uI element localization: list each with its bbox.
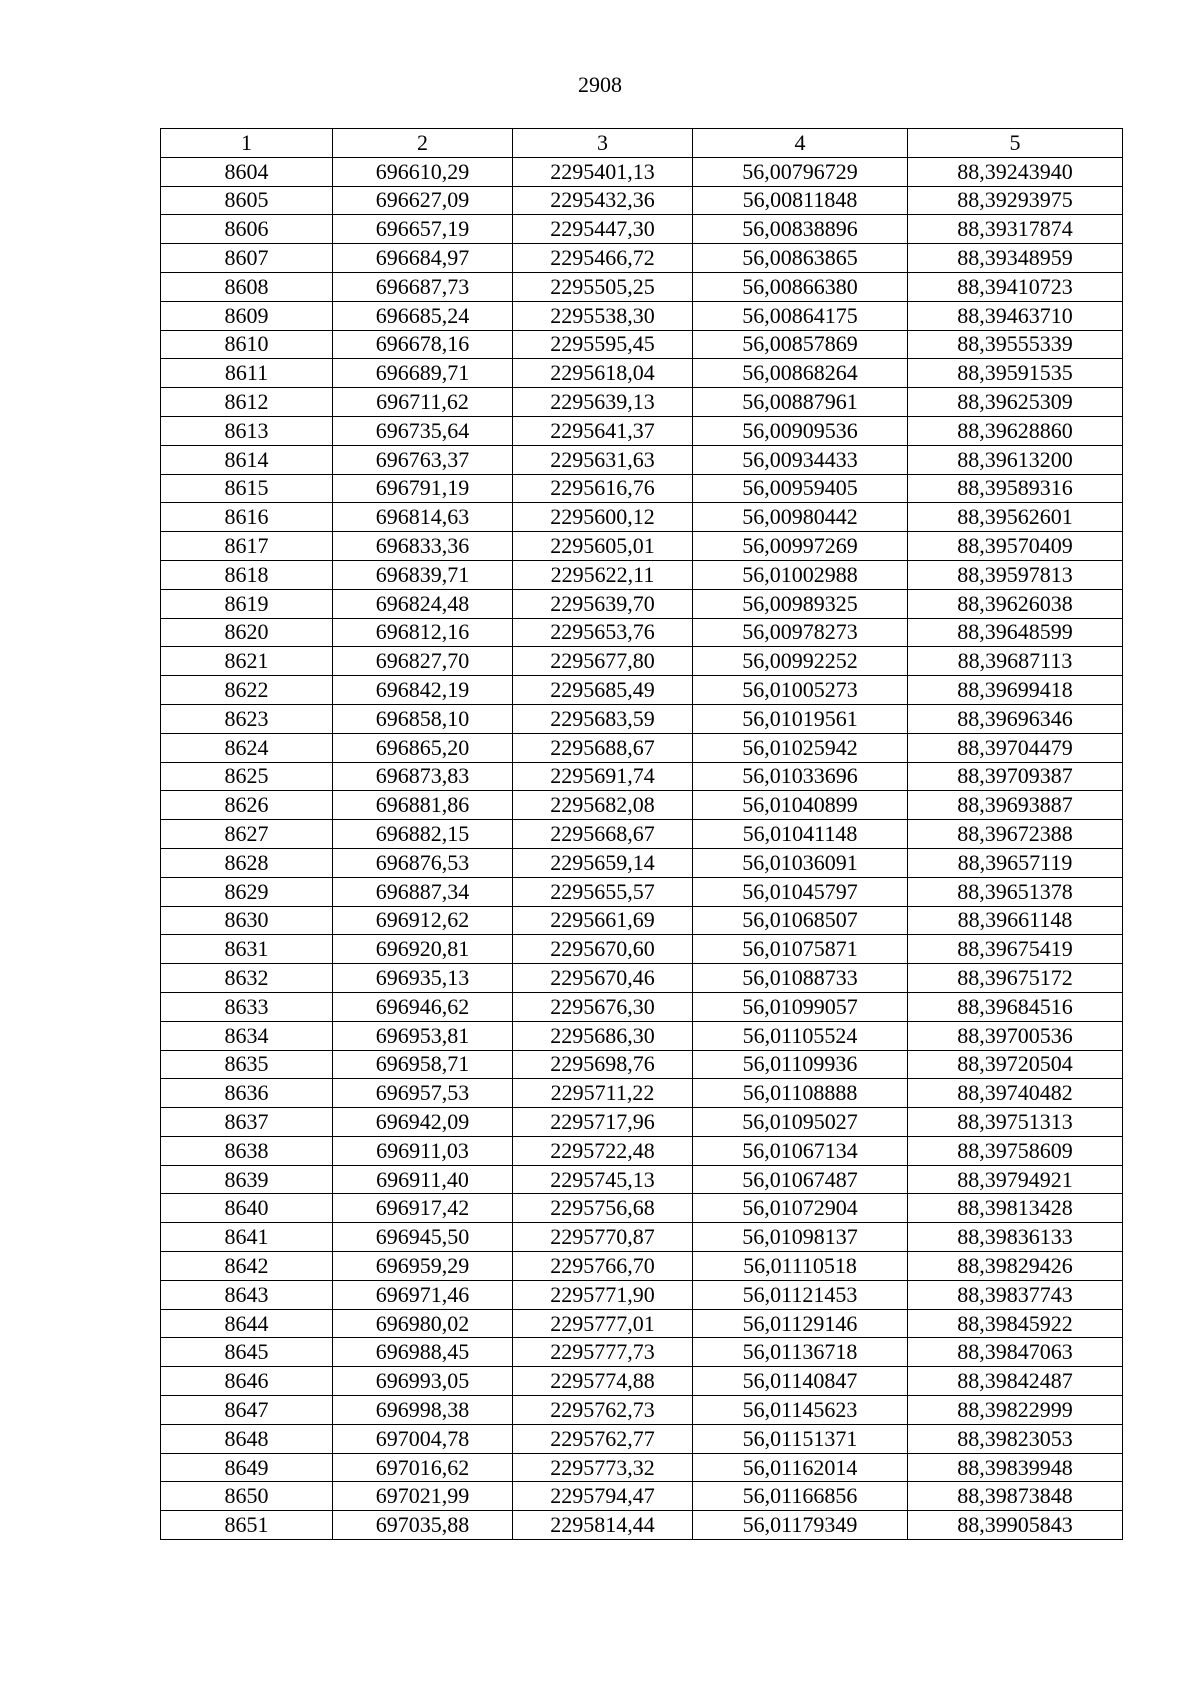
y-coordinate-cell: 2295653,76: [513, 618, 693, 647]
point-number-cell: 8611: [161, 359, 333, 388]
x-coordinate-cell: 696858,10: [333, 704, 513, 733]
latitude-cell: 56,01005273: [693, 676, 908, 705]
point-number-cell: 8644: [161, 1309, 333, 1338]
y-coordinate-cell: 2295655,57: [513, 877, 693, 906]
y-coordinate-cell: 2295677,80: [513, 647, 693, 676]
x-coordinate-cell: 696839,71: [333, 560, 513, 589]
x-coordinate-cell: 696988,45: [333, 1338, 513, 1367]
point-number-cell: 8632: [161, 964, 333, 993]
point-number-cell: 8608: [161, 272, 333, 301]
y-coordinate-cell: 2295661,69: [513, 906, 693, 935]
latitude-cell: 56,00811848: [693, 186, 908, 215]
table-row: [161, 647, 1123, 676]
column-header-5: 5: [908, 129, 1123, 158]
latitude-cell: 56,00866380: [693, 272, 908, 301]
x-coordinate-cell: 696865,20: [333, 733, 513, 762]
longitude-cell: 88,39651378: [908, 877, 1123, 906]
point-number-cell: 8629: [161, 877, 333, 906]
point-number-cell: 8628: [161, 848, 333, 877]
table-row: [161, 445, 1123, 474]
x-coordinate-cell: 696911,40: [333, 1165, 513, 1194]
point-number-cell: 8634: [161, 1021, 333, 1050]
y-coordinate-cell: 2295505,25: [513, 272, 693, 301]
x-coordinate-cell: 696684,97: [333, 244, 513, 273]
y-coordinate-cell: 2295691,74: [513, 762, 693, 791]
point-number-cell: 8606: [161, 215, 333, 244]
y-coordinate-cell: 2295682,08: [513, 791, 693, 820]
point-number-cell: 8627: [161, 820, 333, 849]
x-coordinate-cell: 696971,46: [333, 1280, 513, 1309]
y-coordinate-cell: 2295688,67: [513, 733, 693, 762]
x-coordinate-cell: 696881,86: [333, 791, 513, 820]
y-coordinate-cell: 2295685,49: [513, 676, 693, 705]
table-row: [161, 215, 1123, 244]
y-coordinate-cell: 2295670,46: [513, 964, 693, 993]
table-row: [161, 589, 1123, 618]
longitude-cell: 88,39348959: [908, 244, 1123, 273]
y-coordinate-cell: 2295676,30: [513, 992, 693, 1021]
table-row: [161, 359, 1123, 388]
x-coordinate-cell: 696882,15: [333, 820, 513, 849]
latitude-cell: 56,01075871: [693, 935, 908, 964]
column-header-3: 3: [513, 129, 693, 158]
table-row: [161, 1424, 1123, 1453]
point-number-cell: 8617: [161, 532, 333, 561]
latitude-cell: 56,01162014: [693, 1453, 908, 1482]
x-coordinate-cell: 696958,71: [333, 1050, 513, 1079]
longitude-cell: 88,39410723: [908, 272, 1123, 301]
x-coordinate-cell: 696911,03: [333, 1136, 513, 1165]
table-row: [161, 301, 1123, 330]
longitude-cell: 88,39700536: [908, 1021, 1123, 1050]
table-row: [161, 1338, 1123, 1367]
point-number-cell: 8635: [161, 1050, 333, 1079]
point-number-cell: 8622: [161, 676, 333, 705]
y-coordinate-cell: 2295698,76: [513, 1050, 693, 1079]
latitude-cell: 56,00980442: [693, 503, 908, 532]
longitude-cell: 88,39699418: [908, 676, 1123, 705]
table-row: [161, 676, 1123, 705]
x-coordinate-cell: 696935,13: [333, 964, 513, 993]
latitude-cell: 56,00887961: [693, 388, 908, 417]
x-coordinate-cell: 696873,83: [333, 762, 513, 791]
latitude-cell: 56,01072904: [693, 1194, 908, 1223]
table-row: [161, 704, 1123, 733]
table-row: [161, 1482, 1123, 1511]
table-row: [161, 560, 1123, 589]
point-number-cell: 8623: [161, 704, 333, 733]
x-coordinate-cell: 696735,64: [333, 416, 513, 445]
table-row: [161, 330, 1123, 359]
x-coordinate-cell: 696827,70: [333, 647, 513, 676]
x-coordinate-cell: 696945,50: [333, 1223, 513, 1252]
point-number-cell: 8639: [161, 1165, 333, 1194]
y-coordinate-cell: 2295605,01: [513, 532, 693, 561]
y-coordinate-cell: 2295466,72: [513, 244, 693, 273]
page-number: 2908: [578, 72, 622, 97]
point-number-cell: 8624: [161, 733, 333, 762]
table-row: [161, 474, 1123, 503]
table-row: [161, 1367, 1123, 1396]
point-number-cell: 8625: [161, 762, 333, 791]
point-number-cell: 8649: [161, 1453, 333, 1482]
y-coordinate-cell: 2295639,13: [513, 388, 693, 417]
y-coordinate-cell: 2295595,45: [513, 330, 693, 359]
point-number-cell: 8630: [161, 906, 333, 935]
point-number-cell: 8647: [161, 1396, 333, 1425]
point-number-cell: 8631: [161, 935, 333, 964]
x-coordinate-cell: 697016,62: [333, 1453, 513, 1482]
x-coordinate-cell: 696959,29: [333, 1252, 513, 1281]
x-coordinate-cell: 696833,36: [333, 532, 513, 561]
longitude-cell: 88,39570409: [908, 532, 1123, 561]
x-coordinate-cell: 696942,09: [333, 1108, 513, 1137]
table-row: [161, 388, 1123, 417]
latitude-cell: 56,01067487: [693, 1165, 908, 1194]
point-number-cell: 8643: [161, 1280, 333, 1309]
longitude-cell: 88,39597813: [908, 560, 1123, 589]
table-row: [161, 157, 1123, 186]
longitude-cell: 88,39625309: [908, 388, 1123, 417]
x-coordinate-cell: 696791,19: [333, 474, 513, 503]
table-row: [161, 1453, 1123, 1482]
point-number-cell: 8614: [161, 445, 333, 474]
y-coordinate-cell: 2295618,04: [513, 359, 693, 388]
longitude-cell: 88,39675419: [908, 935, 1123, 964]
x-coordinate-cell: 696842,19: [333, 676, 513, 705]
table-row: [161, 416, 1123, 445]
latitude-cell: 56,00838896: [693, 215, 908, 244]
latitude-cell: 56,00868264: [693, 359, 908, 388]
x-coordinate-cell: 696610,29: [333, 157, 513, 186]
point-number-cell: 8613: [161, 416, 333, 445]
x-coordinate-cell: 696763,37: [333, 445, 513, 474]
point-number-cell: 8620: [161, 618, 333, 647]
table-row: [161, 762, 1123, 791]
latitude-cell: 56,01033696: [693, 762, 908, 791]
longitude-cell: 88,39591535: [908, 359, 1123, 388]
table-row: [161, 618, 1123, 647]
y-coordinate-cell: 2295401,13: [513, 157, 693, 186]
x-coordinate-cell: 696917,42: [333, 1194, 513, 1223]
x-coordinate-cell: 696824,48: [333, 589, 513, 618]
latitude-cell: 56,01121453: [693, 1280, 908, 1309]
x-coordinate-cell: 696687,73: [333, 272, 513, 301]
y-coordinate-cell: 2295777,01: [513, 1309, 693, 1338]
latitude-cell: 56,00989325: [693, 589, 908, 618]
table-row: [161, 820, 1123, 849]
longitude-cell: 88,39317874: [908, 215, 1123, 244]
x-coordinate-cell: 696957,53: [333, 1079, 513, 1108]
longitude-cell: 88,39243940: [908, 157, 1123, 186]
latitude-cell: 56,01002988: [693, 560, 908, 589]
latitude-cell: 56,01145623: [693, 1396, 908, 1425]
x-coordinate-cell: 696946,62: [333, 992, 513, 1021]
table-row: [161, 1021, 1123, 1050]
longitude-cell: 88,39293975: [908, 186, 1123, 215]
table-row: [161, 1396, 1123, 1425]
x-coordinate-cell: 697004,78: [333, 1424, 513, 1453]
point-number-cell: 8616: [161, 503, 333, 532]
table-row: [161, 1136, 1123, 1165]
table-row: [161, 848, 1123, 877]
longitude-cell: 88,39628860: [908, 416, 1123, 445]
x-coordinate-cell: 696678,16: [333, 330, 513, 359]
latitude-cell: 56,01108888: [693, 1079, 908, 1108]
table-row: [161, 1309, 1123, 1338]
latitude-cell: 56,01036091: [693, 848, 908, 877]
y-coordinate-cell: 2295447,30: [513, 215, 693, 244]
point-number-cell: 8607: [161, 244, 333, 273]
point-number-cell: 8619: [161, 589, 333, 618]
y-coordinate-cell: 2295722,48: [513, 1136, 693, 1165]
table-row: [161, 992, 1123, 1021]
y-coordinate-cell: 2295670,60: [513, 935, 693, 964]
longitude-cell: 88,39626038: [908, 589, 1123, 618]
longitude-cell: 88,39829426: [908, 1252, 1123, 1281]
longitude-cell: 88,39842487: [908, 1367, 1123, 1396]
longitude-cell: 88,39905843: [908, 1511, 1123, 1540]
y-coordinate-cell: 2295622,11: [513, 560, 693, 589]
longitude-cell: 88,39847063: [908, 1338, 1123, 1367]
y-coordinate-cell: 2295711,22: [513, 1079, 693, 1108]
table-header-row: [161, 129, 1123, 158]
table-row: [161, 1511, 1123, 1540]
table-row: [161, 877, 1123, 906]
y-coordinate-cell: 2295659,14: [513, 848, 693, 877]
table-row: [161, 1165, 1123, 1194]
x-coordinate-cell: 696685,24: [333, 301, 513, 330]
y-coordinate-cell: 2295770,87: [513, 1223, 693, 1252]
y-coordinate-cell: 2295639,70: [513, 589, 693, 618]
latitude-cell: 56,01068507: [693, 906, 908, 935]
longitude-cell: 88,39613200: [908, 445, 1123, 474]
longitude-cell: 88,39672388: [908, 820, 1123, 849]
longitude-cell: 88,39720504: [908, 1050, 1123, 1079]
table-row: [161, 791, 1123, 820]
y-coordinate-cell: 2295616,76: [513, 474, 693, 503]
y-coordinate-cell: 2295777,73: [513, 1338, 693, 1367]
point-number-cell: 8605: [161, 186, 333, 215]
point-number-cell: 8609: [161, 301, 333, 330]
table-row: [161, 1252, 1123, 1281]
latitude-cell: 56,00864175: [693, 301, 908, 330]
y-coordinate-cell: 2295668,67: [513, 820, 693, 849]
longitude-cell: 88,39839948: [908, 1453, 1123, 1482]
y-coordinate-cell: 2295683,59: [513, 704, 693, 733]
latitude-cell: 56,00978273: [693, 618, 908, 647]
longitude-cell: 88,39704479: [908, 733, 1123, 762]
longitude-cell: 88,39696346: [908, 704, 1123, 733]
longitude-cell: 88,39751313: [908, 1108, 1123, 1137]
point-number-cell: 8637: [161, 1108, 333, 1137]
latitude-cell: 56,00934433: [693, 445, 908, 474]
table-row: [161, 935, 1123, 964]
table-row: [161, 244, 1123, 273]
table-row: [161, 186, 1123, 215]
y-coordinate-cell: 2295686,30: [513, 1021, 693, 1050]
point-number-cell: 8638: [161, 1136, 333, 1165]
latitude-cell: 56,01099057: [693, 992, 908, 1021]
longitude-cell: 88,39709387: [908, 762, 1123, 791]
x-coordinate-cell: 696876,53: [333, 848, 513, 877]
x-coordinate-cell: 696920,81: [333, 935, 513, 964]
y-coordinate-cell: 2295794,47: [513, 1482, 693, 1511]
table-row: [161, 272, 1123, 301]
latitude-cell: 56,01019561: [693, 704, 908, 733]
longitude-cell: 88,39740482: [908, 1079, 1123, 1108]
y-coordinate-cell: 2295756,68: [513, 1194, 693, 1223]
point-number-cell: 8646: [161, 1367, 333, 1396]
longitude-cell: 88,39562601: [908, 503, 1123, 532]
longitude-cell: 88,39693887: [908, 791, 1123, 820]
x-coordinate-cell: 696998,38: [333, 1396, 513, 1425]
latitude-cell: 56,01045797: [693, 877, 908, 906]
latitude-cell: 56,01110518: [693, 1252, 908, 1281]
point-number-cell: 8633: [161, 992, 333, 1021]
column-header-4: 4: [693, 129, 908, 158]
latitude-cell: 56,01105524: [693, 1021, 908, 1050]
latitude-cell: 56,01140847: [693, 1367, 908, 1396]
latitude-cell: 56,00857869: [693, 330, 908, 359]
table-row: [161, 1108, 1123, 1137]
point-number-cell: 8651: [161, 1511, 333, 1540]
table-row: [161, 733, 1123, 762]
point-number-cell: 8650: [161, 1482, 333, 1511]
longitude-cell: 88,39675172: [908, 964, 1123, 993]
y-coordinate-cell: 2295762,77: [513, 1424, 693, 1453]
table-row: [161, 1223, 1123, 1252]
x-coordinate-cell: 696887,34: [333, 877, 513, 906]
point-number-cell: 8648: [161, 1424, 333, 1453]
table-row: [161, 503, 1123, 532]
column-header-1: 1: [161, 129, 333, 158]
x-coordinate-cell: 696814,63: [333, 503, 513, 532]
table-row: [161, 1079, 1123, 1108]
longitude-cell: 88,39555339: [908, 330, 1123, 359]
longitude-cell: 88,39648599: [908, 618, 1123, 647]
latitude-cell: 56,00863865: [693, 244, 908, 273]
latitude-cell: 56,01040899: [693, 791, 908, 820]
y-coordinate-cell: 2295766,70: [513, 1252, 693, 1281]
longitude-cell: 88,39873848: [908, 1482, 1123, 1511]
longitude-cell: 88,39684516: [908, 992, 1123, 1021]
point-number-cell: 8636: [161, 1079, 333, 1108]
latitude-cell: 56,01166856: [693, 1482, 908, 1511]
point-number-cell: 8612: [161, 388, 333, 417]
point-number-cell: 8621: [161, 647, 333, 676]
latitude-cell: 56,01136718: [693, 1338, 908, 1367]
x-coordinate-cell: 696689,71: [333, 359, 513, 388]
latitude-cell: 56,01129146: [693, 1309, 908, 1338]
x-coordinate-cell: 697035,88: [333, 1511, 513, 1540]
latitude-cell: 56,01179349: [693, 1511, 908, 1540]
y-coordinate-cell: 2295771,90: [513, 1280, 693, 1309]
longitude-cell: 88,39463710: [908, 301, 1123, 330]
x-coordinate-cell: 696993,05: [333, 1367, 513, 1396]
longitude-cell: 88,39813428: [908, 1194, 1123, 1223]
longitude-cell: 88,39661148: [908, 906, 1123, 935]
table-row: [161, 964, 1123, 993]
table-row: [161, 1050, 1123, 1079]
x-coordinate-cell: 696953,81: [333, 1021, 513, 1050]
latitude-cell: 56,01109936: [693, 1050, 908, 1079]
longitude-cell: 88,39794921: [908, 1165, 1123, 1194]
point-number-cell: 8604: [161, 157, 333, 186]
y-coordinate-cell: 2295600,12: [513, 503, 693, 532]
y-coordinate-cell: 2295432,36: [513, 186, 693, 215]
y-coordinate-cell: 2295814,44: [513, 1511, 693, 1540]
longitude-cell: 88,39822999: [908, 1396, 1123, 1425]
table-row: [161, 532, 1123, 561]
latitude-cell: 56,00909536: [693, 416, 908, 445]
longitude-cell: 88,39657119: [908, 848, 1123, 877]
table-body: [161, 157, 1123, 1539]
x-coordinate-cell: 696812,16: [333, 618, 513, 647]
latitude-cell: 56,01098137: [693, 1223, 908, 1252]
y-coordinate-cell: 2295717,96: [513, 1108, 693, 1137]
latitude-cell: 56,01151371: [693, 1424, 908, 1453]
longitude-cell: 88,39589316: [908, 474, 1123, 503]
x-coordinate-cell: 696627,09: [333, 186, 513, 215]
column-header-2: 2: [333, 129, 513, 158]
latitude-cell: 56,00796729: [693, 157, 908, 186]
latitude-cell: 56,01095027: [693, 1108, 908, 1137]
point-number-cell: 8618: [161, 560, 333, 589]
x-coordinate-cell: 696657,19: [333, 215, 513, 244]
table-row: [161, 906, 1123, 935]
latitude-cell: 56,00992252: [693, 647, 908, 676]
y-coordinate-cell: 2295762,73: [513, 1396, 693, 1425]
point-number-cell: 8615: [161, 474, 333, 503]
coordinates-table: [160, 128, 1123, 1540]
latitude-cell: 56,01067134: [693, 1136, 908, 1165]
table-row: [161, 1280, 1123, 1309]
point-number-cell: 8641: [161, 1223, 333, 1252]
y-coordinate-cell: 2295538,30: [513, 301, 693, 330]
point-number-cell: 8610: [161, 330, 333, 359]
table-row: [161, 1194, 1123, 1223]
y-coordinate-cell: 2295745,13: [513, 1165, 693, 1194]
y-coordinate-cell: 2295774,88: [513, 1367, 693, 1396]
x-coordinate-cell: 697021,99: [333, 1482, 513, 1511]
longitude-cell: 88,39758609: [908, 1136, 1123, 1165]
y-coordinate-cell: 2295773,32: [513, 1453, 693, 1482]
longitude-cell: 88,39845922: [908, 1309, 1123, 1338]
latitude-cell: 56,00997269: [693, 532, 908, 561]
point-number-cell: 8640: [161, 1194, 333, 1223]
point-number-cell: 8642: [161, 1252, 333, 1281]
latitude-cell: 56,01088733: [693, 964, 908, 993]
longitude-cell: 88,39836133: [908, 1223, 1123, 1252]
longitude-cell: 88,39687113: [908, 647, 1123, 676]
latitude-cell: 56,00959405: [693, 474, 908, 503]
x-coordinate-cell: 696711,62: [333, 388, 513, 417]
x-coordinate-cell: 696980,02: [333, 1309, 513, 1338]
longitude-cell: 88,39837743: [908, 1280, 1123, 1309]
y-coordinate-cell: 2295631,63: [513, 445, 693, 474]
x-coordinate-cell: 696912,62: [333, 906, 513, 935]
point-number-cell: 8626: [161, 791, 333, 820]
y-coordinate-cell: 2295641,37: [513, 416, 693, 445]
latitude-cell: 56,01041148: [693, 820, 908, 849]
longitude-cell: 88,39823053: [908, 1424, 1123, 1453]
latitude-cell: 56,01025942: [693, 733, 908, 762]
point-number-cell: 8645: [161, 1338, 333, 1367]
